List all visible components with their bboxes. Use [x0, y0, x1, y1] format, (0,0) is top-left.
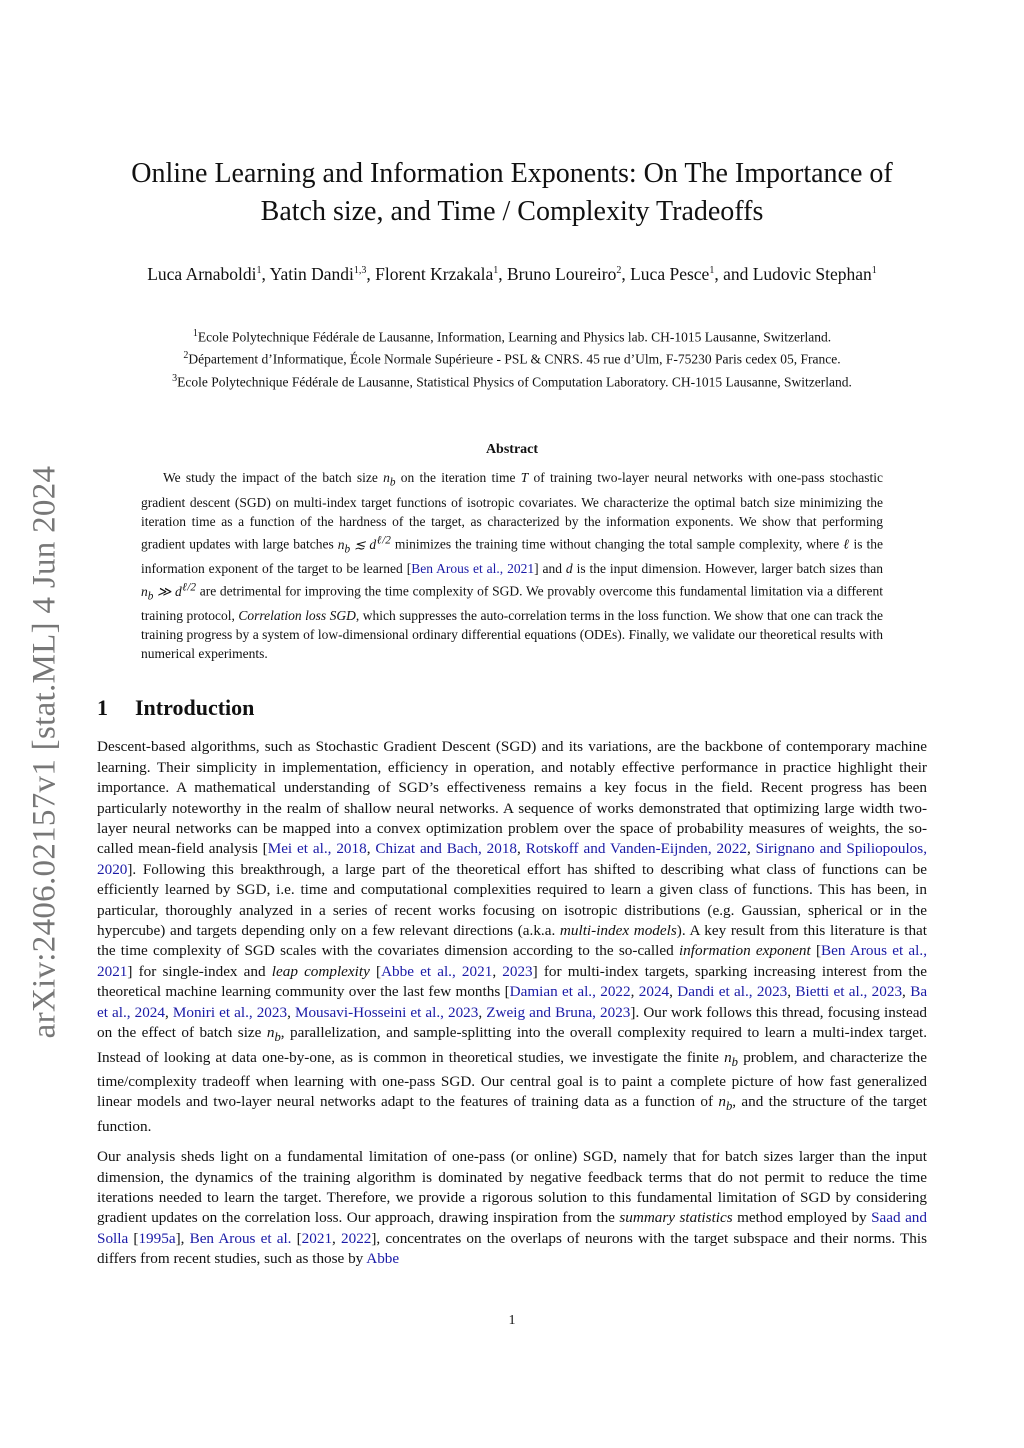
math-nb: $n_b$ [718, 1093, 733, 1114]
page-number: 1 [508, 1313, 516, 1328]
citation-link[interactable]: Chizat and Bach, 2018 [375, 840, 518, 858]
author: Bruno Loureiro [507, 263, 617, 284]
affiliation-number: 3 [172, 372, 178, 384]
affiliation [97, 369, 927, 392]
affiliation [97, 324, 927, 347]
affiliation-list [97, 324, 927, 392]
abstract-text: minimizes the training time without changing the total sample complexity, where [390, 536, 844, 552]
author-affiliation-mark: 2 [616, 265, 622, 276]
paper-title [97, 155, 927, 231]
arxiv-identifier: arXiv:2406.02157v1 [stat.ML] 4 Jun 2024 [26, 465, 63, 1039]
abstract-text: We study the impact of the batch size [163, 470, 384, 486]
abstract-text: is the information exponent of the target to be learned [ [141, 536, 884, 577]
math-nb: $n_b$ [724, 1048, 738, 1069]
emphasis: leap complexity [271, 962, 370, 980]
citation-link[interactable]: Sirignano and Spiliopoulos, 2020 [97, 840, 927, 878]
affiliation-number: 2 [183, 350, 189, 362]
citation-link[interactable]: 2024 [638, 983, 670, 1001]
citation-link[interactable]: Dandi et al., 2023 [677, 983, 788, 1001]
author-affiliation-mark: 1 [871, 265, 877, 276]
affiliation [97, 346, 927, 369]
title-line-2: Batch size, and Time / Complexity Tradeoffs [260, 196, 764, 227]
abstract-text: is the input dimension. However, larger batch sizes than [572, 561, 883, 577]
citation-link[interactable]: Ben Arous et al. [189, 1229, 292, 1247]
author-affiliation-mark: 1 [709, 265, 715, 276]
math-nb-le: $n_b$ ≲ $d^{\ell/2}$ [337, 534, 391, 556]
author-list: Luca Arnaboldi$^1$, Yatin Dandi$^{1,3}$, Florent Krzakala$^1$, Bruno Loureiro$^2$, Luca Pesce$^1$, and Ludovic Stephan$^1$ [147, 263, 877, 284]
citation-link[interactable]: Ben Arous et al., 2021 [411, 561, 535, 577]
emphasis: multi-index models [559, 922, 677, 940]
citation-link[interactable]: Mei et al., 2018 [267, 840, 367, 858]
abstract-text: are detrimental for improving the time complexity of SGD. We provably overcome this fundamental limitation via a different training protocol, [141, 583, 884, 624]
author: Luca Pesce [630, 263, 710, 284]
title-line-1: Online Learning and Information Exponents: On The Importance of [131, 158, 893, 189]
citation-link[interactable]: Damian et al., 2022 [509, 983, 631, 1001]
citation-link[interactable]: 2022 [341, 1229, 372, 1247]
abstract-body [141, 468, 883, 663]
abstract-heading: Abstract [485, 442, 539, 458]
author: Ludovic Stephan [752, 263, 872, 284]
abstract-text: ] and [534, 561, 566, 577]
math-d: d [565, 561, 573, 577]
citation-link[interactable]: Ba et al., 2024 [97, 983, 928, 1021]
citation-link[interactable]: Rotskoff and Vanden-Eijnden, 2022 [525, 840, 747, 858]
author-affiliation-mark: 1 [493, 265, 499, 276]
citation-link[interactable]: Zweig and Bruna, 2023 [486, 1003, 631, 1021]
math-nb: $n_b$ [266, 1024, 281, 1045]
citation-link[interactable]: Abbe [366, 1250, 400, 1268]
affiliation-text: Département d’Informatique, École Normale Supérieure - PSL & CNRS. 45 rue d’Ulm, F-75230 Paris cedex 05, France. [188, 351, 841, 367]
math-nb: $n_b$ [383, 470, 396, 490]
section-heading [97, 695, 927, 721]
citation-link[interactable]: 1995a [138, 1229, 176, 1247]
affiliation-number: 1 [192, 327, 198, 339]
citation-link[interactable]: Moniri et al., 2023 [172, 1003, 288, 1021]
abstract-text: , which suppresses the auto-correlation terms in the loss function. We show that one can track the training progress by a system of low-dimensional ordinary differential equations (ODEs). Finally, we validate our theoretical results with numerical experiments. [141, 608, 884, 662]
citation-link[interactable]: Ben Arous et al., 2021 [97, 942, 927, 980]
citation-link[interactable]: Saad and Solla [97, 1209, 927, 1247]
citation-link[interactable]: 2021 [301, 1229, 333, 1247]
math-T: T [520, 470, 529, 486]
author: Luca Arnaboldi [147, 263, 257, 284]
affiliation-text: Ecole Polytechnique Fédérale de Lausanne, Information, Learning and Physics lab. CH-1015 Lausanne, Switzerland. [197, 329, 832, 345]
emphasis: Correlation loss SGD [238, 608, 356, 624]
emphasis: information exponent [678, 942, 811, 960]
math-ell: ℓ [843, 536, 850, 552]
section-number: 1 [97, 695, 108, 721]
arxiv-sidebar [0, 0, 90, 1448]
abstract-text: on the iteration time [395, 470, 521, 486]
citation-link[interactable]: Bietti et al., 2023 [795, 983, 903, 1001]
affiliation-text: Ecole Polytechnique Fédérale de Lausanne, Statistical Physics of Computation Laboratory. CH-1015 Lausanne, Switzerland. [177, 374, 852, 390]
citation-link[interactable]: 2023 [502, 962, 533, 980]
section-title-text: Introduction [135, 695, 255, 721]
paper-page [97, 155, 927, 1280]
author: Florent Krzakala [375, 263, 494, 284]
abstract-text: of training two-layer neural networks with one-pass stochastic gradient descent (SGD) on multi-index target functions of isotropic covariates. We characterize the optimal batch size minimizing the iteration time as a function of the hardness of the target, as characterized by the information exponents. We show that performing gradient updates with large batches [141, 470, 883, 552]
author-affiliation-mark: 1 [256, 265, 262, 276]
citation-link[interactable]: Mousavi-Hosseini et al., 2023 [294, 1003, 479, 1021]
author: Yatin Dandi [269, 263, 354, 284]
author-affiliation-mark: 1,3 [353, 265, 367, 276]
intro-paragraph-2: Our analysis sheds light on a fundamental limitation of one-pass (or online) SGD, namely that for batch sizes larger than the input dimension, the dynamics of the training algorithm is dominated by negative feedback terms that do not permit to reduce the time iterations needed to learn the target. Therefore, we provide a rigorous solution to this fundamental limitation of SGD by considering gradient updates on the correlation loss. Our approach, drawing inspiration from the summary statistics method employed by Saad and Solla [1995a], Ben Arous et al. [2021, 2022], concentrates on the overlaps of neurons with the target subspace and their norms. This differs from recent studies, such as those by Abbe [97, 1148, 928, 1268]
intro-paragraph-1: Descent-based algorithms, such as Stochastic Gradient Descent (SGD) and its variations, are the backbone of contemporary machine learning. Their simplicity in implementation, efficiency in operation, and notably effective performance in practice highlight their importance. A mathematical understanding of SGD’s effectiveness remains a key focus in the field. Recent progress has been particularly noteworthy in the realm of shallow neural networks. A sequence of works demonstrated that optimizing large width two-layer neural networks can be mapped into a convex optimization problem over the space of probability measures of weights, the so-called mean-field analysis [Mei et al., 2018, Chizat and Bach, 2018, Rotskoff and Vanden-Eijnden, 2022, Sirignano and Spiliopoulos, 2020]. Following this breakthrough, a large part of the theoretical effort has shifted to describing what class of functions can be efficiently learned by SGD, i.e. time and computational complexities required to learn a given class of functions. This has been, in particular, thoroughly analyzed in a series of recent works focusing on isotropic distributions (e.g. Gaussian, spherical or in the hypercube) and targets depending only on a few relevant directions (a.k.a. multi-index models). A key result from this literature is that the time complexity of SGD scales with the covariates dimension according to the so-called information exponent [Ben Arous et al., 2021] for single-index and leap complexity [Abbe et al., 2021, 2023] for multi-index targets, sparking increasing interest from the theoretical machine learning community over the last few months [Damian et al., 2022, 2024, Dandi et al., 2023, Bietti et al., 2023, Ba et al., 2024, Moniri et al., 2023, Mousavi-Hosseini et al., 2023, Zweig and Bruna, 2023]. Our work follows this thread, focusing instead on the effect of batch size $n_b$, parallelization, and sample-splitting into the overall complexity required to learn a multi-index target. Instead of looking at data one-by-one, as is common in theoretical studies, we investigate the finite $n_b$ problem, and characterize the time/complexity tradeoff when learning with one-pass SGD. Our central goal is to paint a complete picture of how fast generalized linear models and two-layer neural networks adapt to the features of training data as a function of $n_b$, and the structure of the target function. [97, 738, 928, 1135]
citation-link[interactable]: Abbe et al., 2021 [381, 962, 493, 980]
math-nb-gg: $n_b$ ≫ $d^{\ell/2}$ [141, 581, 196, 603]
emphasis: summary statistics [619, 1209, 733, 1227]
